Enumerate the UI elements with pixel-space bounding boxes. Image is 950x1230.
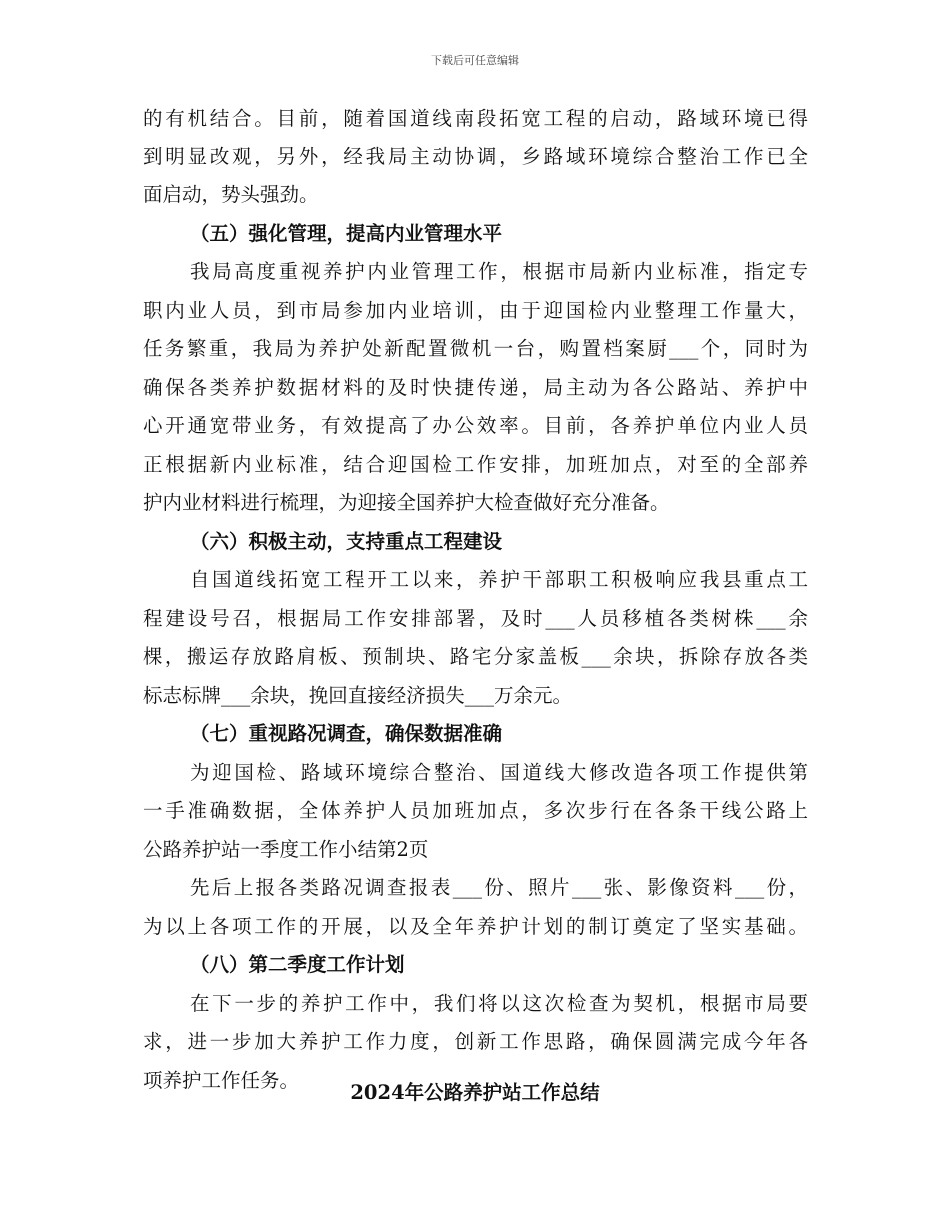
paragraph-line: 标志标牌___余块，挽回直接经济损失___万余元。 — [143, 684, 573, 707]
paragraph-line: 为迎国检、路域环境综合整治、国道线大修改造各项工作提供第 — [190, 761, 808, 784]
paragraph-line: 的有机结合。目前，随着国道线南段拓宽工程的启动，路域环境已得 — [143, 107, 808, 130]
paragraph-line: 职内业人员，到市局参加内业培训，由于迎国检内业整理工作量大， — [143, 299, 808, 322]
document-title: 2024年公路养护站工作总结 — [350, 1081, 600, 1104]
paragraph-line: 在下一步的养护工作中，我们将以这次检查为契机，根据市局要 — [190, 992, 808, 1015]
section-heading: （七）重视路况调查，确保数据准确 — [190, 722, 503, 745]
paragraph-line: 任务繁重，我局为养护处新配置微机一台，购置档案厨___个，同时为 — [143, 337, 808, 360]
paragraph-line: 为以上各项工作的开展，以及全年养护计划的制订奠定了坚实基础。 — [143, 915, 808, 938]
page-header: 下载后可任意编辑 — [431, 54, 519, 67]
paragraph-line: 自国道线拓宽工程开工以来，养护干部职工积极响应我县重点工 — [190, 568, 808, 591]
paragraph-line: 护内业材料进行梳理，为迎接全国养护大检查做好充分准备。 — [143, 491, 670, 514]
section-heading: （八）第二季度工作计划 — [190, 953, 405, 976]
paragraph-line: 面启动，势头强劲。 — [143, 183, 319, 206]
paragraph-line: 程建设号召，根据局工作安排部署，及时___人员移植各类树株___余 — [143, 607, 808, 630]
paragraph-line: 项养护工作任务。 — [143, 1069, 300, 1092]
page-footer-line: 公路养护站一季度工作小结第2页 — [143, 838, 429, 861]
section-heading: （六）积极主动，支持重点工程建设 — [190, 530, 503, 553]
paragraph-line: 先后上报各类路况调查报表___份、照片___张、影像资料___份， — [190, 876, 808, 899]
paragraph-line: 求，进一步加大养护工作力度，创新工作思路，确保圆满完成今年各 — [143, 1030, 808, 1053]
paragraph-line: 正根据新内业标准，结合迎国检工作安排，加班加点，对至的全部养 — [143, 453, 808, 476]
paragraph-line: 心开通宽带业务，有效提高了办公效率。目前，各养护单位内业人员 — [143, 414, 808, 437]
paragraph-line: 一手准确数据，全体养护人员加班加点，多次步行在各条干线公路上 — [143, 799, 808, 822]
paragraph-line: 棵，搬运存放路肩板、预制块、路宅分家盖板___余块，拆除存放各类 — [143, 645, 808, 668]
paragraph-line: 确保各类养护数据材料的及时快捷传递，局主动为各公路站、养护中 — [143, 376, 808, 399]
paragraph-line: 我局高度重视养护内业管理工作，根据市局新内业标准，指定专 — [190, 260, 808, 283]
section-heading: （五）强化管理，提高内业管理水平 — [190, 222, 503, 245]
paragraph-line: 到明显改观，另外，经我局主动协调，乡路域环境综合整治工作已全 — [143, 145, 808, 168]
